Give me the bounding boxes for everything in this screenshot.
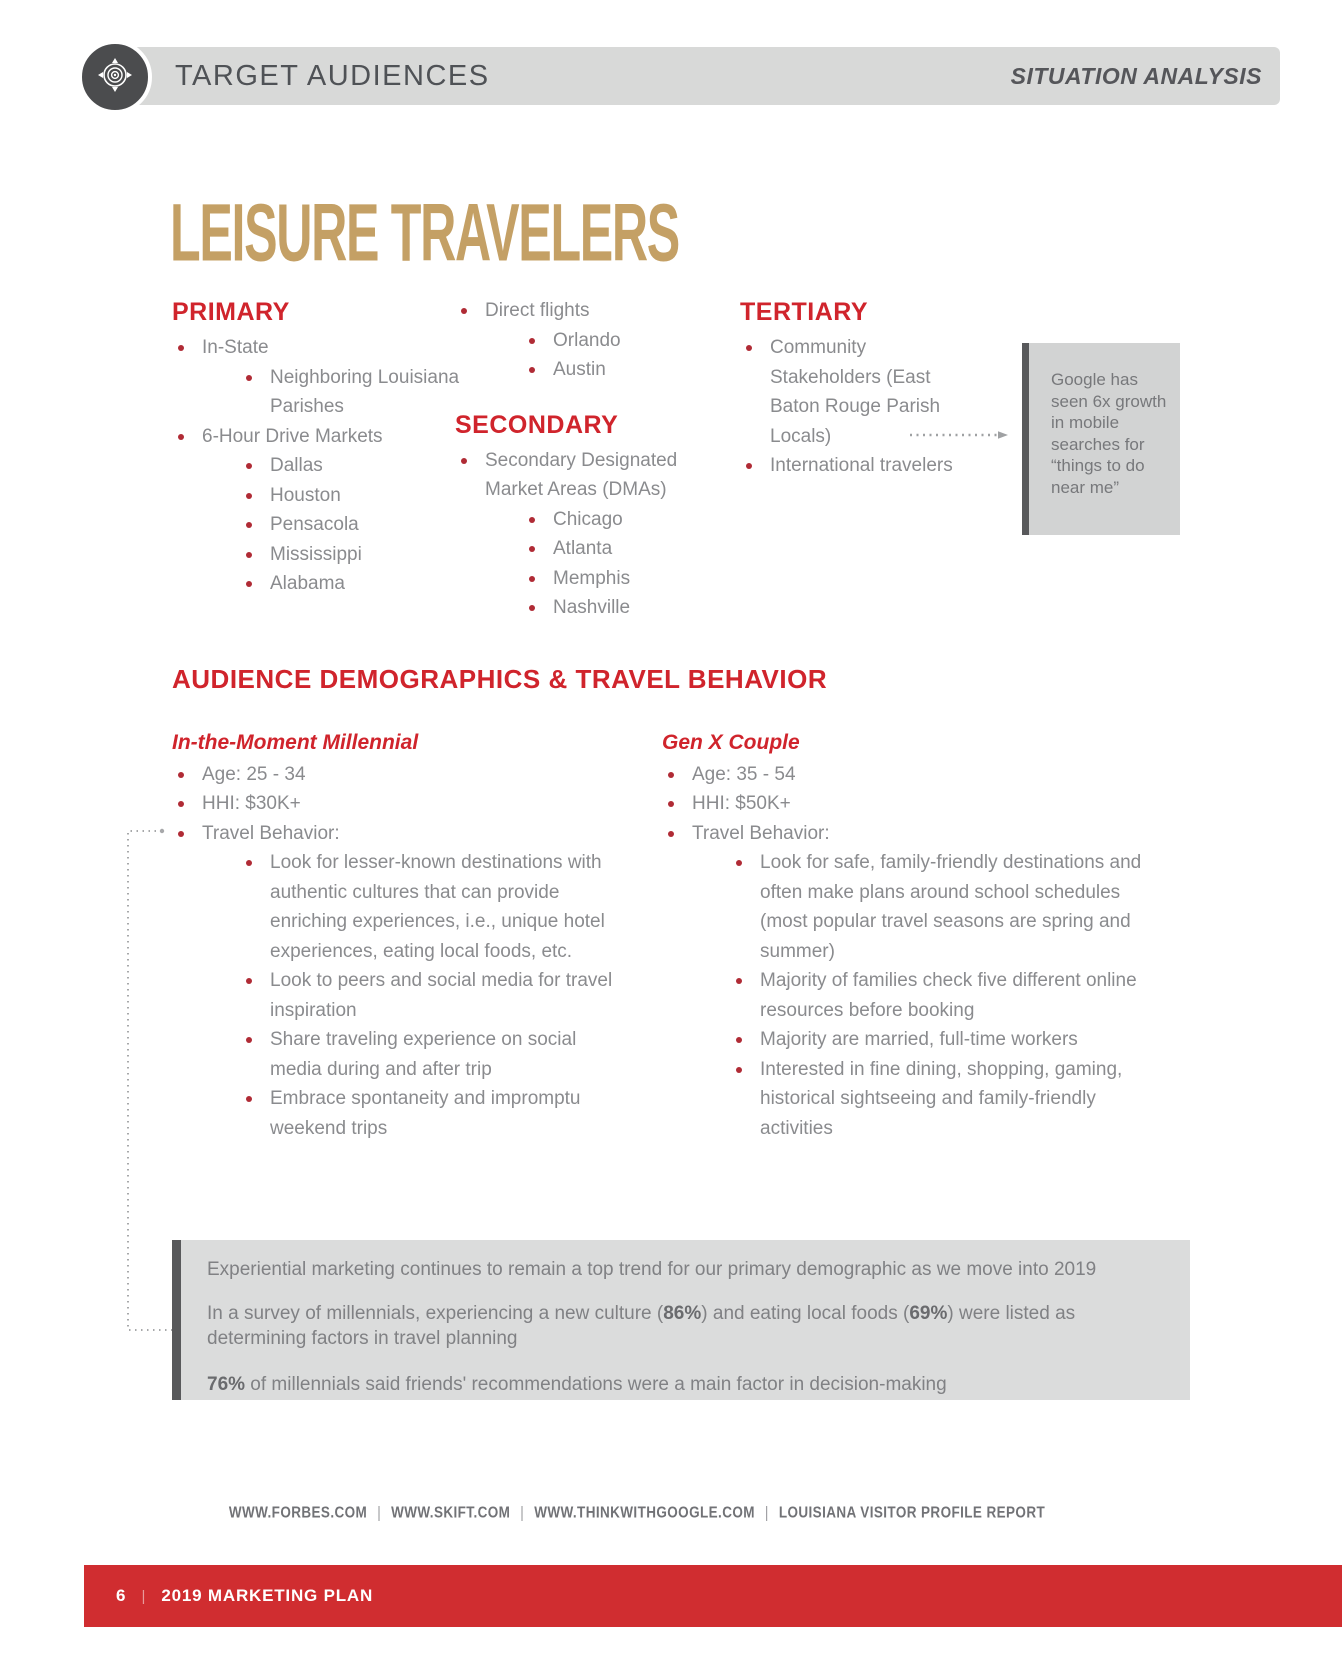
tertiary-heading: TERTIARY (740, 298, 869, 326)
bullet-dot (246, 581, 252, 587)
demographics-heading: AUDIENCE DEMOGRAPHICS & TRAVEL BEHAVIOR (172, 664, 828, 694)
bullet-dot (529, 576, 535, 582)
bullet-dot (746, 345, 752, 351)
list-item (455, 446, 735, 623)
header-icon-badge (78, 40, 152, 114)
list-item-label: Community Stakeholders (East Baton Rouge Parish Locals) (770, 337, 941, 447)
bullet-dot (461, 458, 467, 464)
source-separator: | (377, 1503, 382, 1522)
travel-behavior-label: Travel Behavior: (202, 822, 340, 844)
list-item-label: Atlanta (553, 538, 613, 559)
callout-text: ) and eating local foods ( (701, 1303, 910, 1324)
primary-column (172, 298, 460, 599)
list-item (172, 819, 642, 1144)
bullet-dot (246, 493, 252, 499)
bullet-dot (246, 552, 252, 558)
list-item (240, 510, 440, 540)
bullet-dot (246, 522, 252, 528)
list-item (240, 540, 440, 570)
bullet-dot (668, 801, 674, 807)
list-item (240, 569, 440, 599)
list-item-label: In-State (202, 337, 269, 358)
bullet-dot (246, 978, 252, 984)
profile-hhi: HHI: $50K+ (692, 793, 791, 814)
tertiary-column (740, 298, 980, 481)
callout-text: ) were listed as determining factors in travel planning (207, 1303, 1076, 1349)
bullet-dot (529, 605, 535, 611)
callout-stat: 69% (909, 1303, 948, 1324)
list-item (523, 505, 735, 535)
bullet-dot (178, 772, 184, 778)
list-item (662, 789, 1152, 819)
bullet-dot (529, 546, 535, 552)
callout-text: of millennials said friends' recommendations were a main factor in decision-making (245, 1374, 947, 1395)
bullet-dot (668, 772, 674, 778)
list-item (662, 819, 1152, 1144)
list-item-label: Pensacola (270, 514, 359, 535)
bullet-dot (178, 434, 184, 440)
bullet-dot (461, 308, 467, 314)
footer-bar (84, 1565, 1342, 1627)
profile-genx (662, 728, 1152, 1143)
profile-list (662, 760, 1152, 1144)
source-item: WWW.FORBES.COM (228, 1503, 368, 1522)
list-item (240, 1084, 620, 1143)
list-item-label: Nashville (553, 597, 631, 618)
profile-age: Age: 25 - 34 (202, 763, 306, 785)
secondary-list (455, 446, 725, 623)
dotted-arrow (908, 427, 1012, 443)
profile-list (172, 760, 642, 1144)
callout-paragraph (181, 1301, 1190, 1351)
source-item: LOUISIANA VISITOR PROFILE REPORT (778, 1503, 1046, 1522)
page-section-subtitle: SITUATION ANALYSIS (1010, 63, 1262, 89)
callout-stat: 76% (207, 1374, 246, 1395)
page-section-title: TARGET AUDIENCES (175, 60, 490, 92)
primary-heading: PRIMARY (172, 298, 290, 326)
tertiary-list (740, 333, 980, 481)
bullet-dot (246, 860, 252, 866)
source-separator: | (764, 1503, 769, 1522)
list-item (523, 355, 725, 385)
page-title: LEISURE TRAVELERS (170, 187, 679, 279)
bullet-dot (736, 978, 742, 984)
bullet-dot (668, 831, 674, 837)
list-item (172, 333, 460, 422)
behavior-text: Interested in fine dining, shopping, gaming, historical sightseeing and family-friendly activities (760, 1058, 1123, 1139)
callout-stat: 86% (663, 1303, 702, 1324)
source-item: WWW.THINKWITHGOOGLE.COM (534, 1503, 755, 1522)
behavior-text: Embrace spontaneity and impromptu weekend trips (270, 1088, 581, 1139)
profile-millennial (172, 728, 642, 1143)
travel-behavior-label: Travel Behavior: (692, 822, 830, 844)
bullet-dot (736, 860, 742, 866)
list-item-label: Neighboring Louisiana Parishes (270, 366, 460, 417)
primary-list-continued (455, 296, 725, 385)
list-item-label: Secondary Designated Market Areas (DMAs) (485, 449, 678, 500)
bullet-dot (178, 345, 184, 351)
list-item (240, 481, 440, 511)
secondary-column (455, 296, 725, 623)
target-icon (93, 53, 137, 102)
list-item (523, 326, 725, 356)
bullet-dot (178, 801, 184, 807)
list-item-label: Austin (553, 359, 606, 380)
primary-list (172, 333, 460, 599)
callout-paragraph: Experiential marketing continues to remain a top trend for our primary demographic as we move into 2019 (207, 1259, 1097, 1280)
list-item-label: Houston (270, 484, 341, 506)
page-number: 6 (116, 1586, 126, 1605)
list-item (523, 564, 735, 594)
callout-text: In a survey of millennials, experiencing a new culture ( (207, 1303, 664, 1324)
list-item-label: International travelers (770, 455, 953, 476)
list-item (240, 363, 470, 422)
bullet-dot (529, 338, 535, 344)
list-item (730, 848, 1150, 966)
list-item-label: Direct flights (485, 300, 590, 321)
bullet-dot (529, 517, 535, 523)
profile-name: Gen X Couple (662, 731, 800, 754)
secondary-heading: SECONDARY (455, 410, 619, 439)
profile-age: Age: 35 - 54 (692, 763, 796, 785)
bullet-dot (246, 1037, 252, 1043)
list-item (523, 593, 735, 623)
list-item (172, 760, 642, 790)
bullet-dot (746, 463, 752, 469)
bullet-dot (736, 1037, 742, 1043)
behavior-text: Majority are married, full-time workers (760, 1029, 1078, 1050)
list-item (172, 422, 440, 599)
list-item (240, 451, 440, 481)
bullet-dot (529, 367, 535, 373)
footer-separator: | (141, 1587, 146, 1605)
list-item (662, 760, 1152, 790)
list-item-label: Dallas (270, 455, 323, 476)
behavior-text: Look for safe, family-friendly destinations and often make plans around school schedules (most popular travel seasons are spring and summer) (760, 852, 1142, 962)
stats-callout-box (172, 1240, 1190, 1400)
source-separator: | (520, 1503, 525, 1522)
list-item (240, 1025, 620, 1084)
callout-paragraph (181, 1372, 1190, 1397)
list-item-label: Memphis (553, 567, 631, 589)
behavior-text: Share traveling experience on social media during and after trip (270, 1029, 577, 1080)
list-item (730, 966, 1150, 1025)
footer-label: 2019 MARKETING PLAN (161, 1586, 374, 1605)
behavior-text: Look to peers and social media for travel inspiration (270, 970, 613, 1021)
list-item-label: Mississippi (270, 543, 362, 565)
bullet-dot (246, 1096, 252, 1102)
bullet-dot (246, 375, 252, 381)
list-item (455, 296, 725, 385)
list-item (240, 848, 620, 966)
google-stat-box (1022, 343, 1180, 535)
list-item (523, 534, 735, 564)
list-item-label: Orlando (553, 329, 621, 351)
behavior-text: Majority of families check five different online resources before booking (760, 970, 1137, 1021)
sources-line (84, 1504, 1190, 1521)
list-item-label: 6-Hour Drive Markets (202, 425, 383, 447)
list-item (172, 789, 642, 819)
list-item (730, 1055, 1150, 1144)
bullet-dot (736, 1067, 742, 1073)
profile-hhi: HHI: $30K+ (202, 793, 301, 814)
list-item-label: Chicago (553, 508, 623, 530)
bullet-dot (178, 831, 184, 837)
list-item (730, 1025, 1150, 1055)
behavior-text: Look for lesser-known destinations with authentic cultures that can provide enriching experiences, i.e., unique hotel experiences, eating local foods, etc. (270, 852, 605, 962)
bullet-dot (246, 463, 252, 469)
source-item: WWW.SKIFT.COM (391, 1503, 511, 1522)
list-item-label: Alabama (270, 573, 345, 594)
list-item (240, 966, 620, 1025)
list-item (740, 451, 980, 481)
profile-name: In-the-Moment Millennial (172, 731, 419, 754)
google-stat-text: Google has seen 6x growth in mobile searches for “things to do near me” (1051, 370, 1167, 497)
